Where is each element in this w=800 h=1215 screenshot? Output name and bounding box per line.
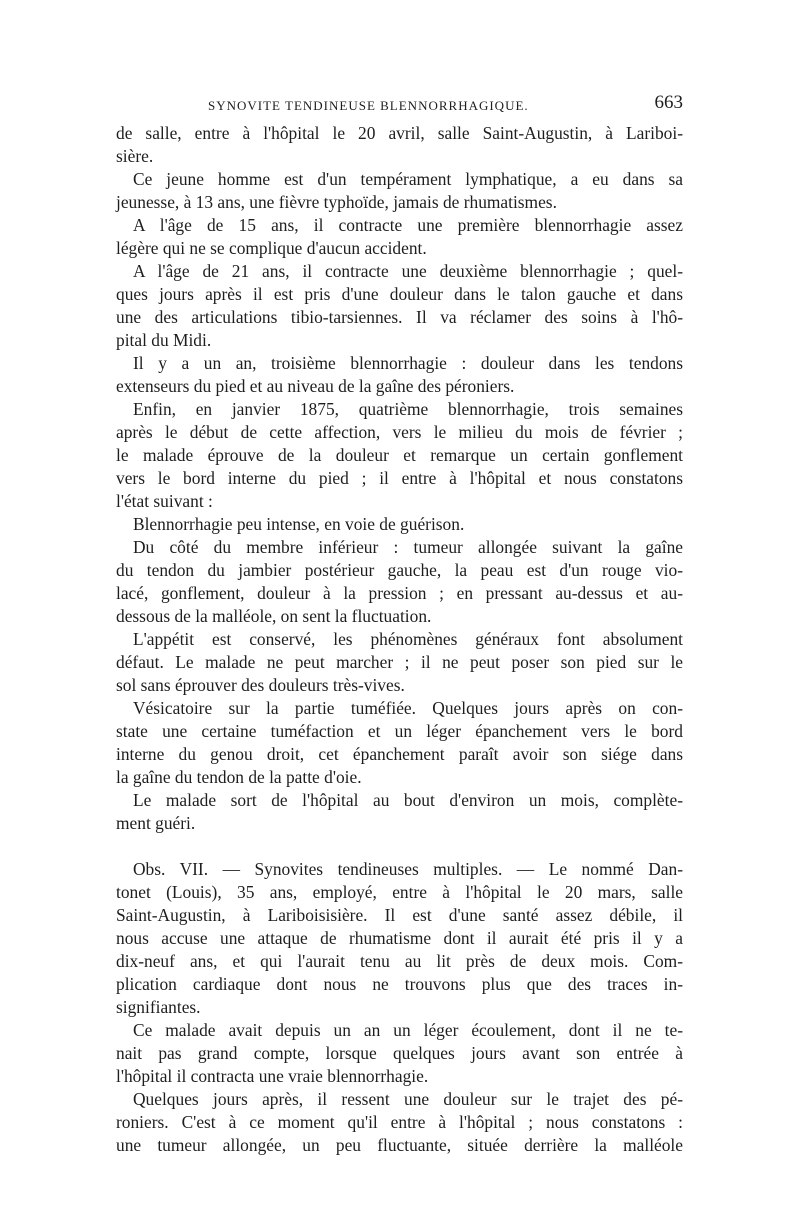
text-line: l'état suivant : [116,491,213,511]
text-line: ment guéri. [116,813,196,833]
text-line: Le malade sort de l'hôpital au bout d'environ un mois, complète- [133,790,683,810]
text-line: sol sans éprouver des douleurs très-vives. [116,675,405,695]
page-number: 663 [654,92,683,113]
text-line: après le début de cette affection, vers le milieu du mois de février ; [116,422,683,442]
text-line: interne du genou droit, cet épanchement paraît avoir son siége dans [116,744,683,764]
text-line: pital du Midi. [116,330,212,350]
text-line: Ce jeune homme est d'un tempérament lymphatique, a eu dans sa [133,169,683,189]
blank-line [116,835,683,858]
text-line: une tumeur allongée, un peu fluctuante, située derrière la malléole [116,1135,683,1155]
text-line: l'hôpital il contracta une vraie blennorrhagie. [116,1066,429,1086]
text-line: ques jours après il est pris d'une douleur dans le talon gauche et dans [116,284,683,304]
text-line: roniers. C'est à ce moment qu'il entre à l'hôpital ; nous constatons : [116,1112,683,1132]
text-line: state une certaine tuméfaction et un léger épanchement vers le bord [116,721,683,741]
text-line: Ce malade avait depuis un an un léger écoulement, dont il ne te- [133,1020,683,1040]
text-line: Saint-Augustin, à Lariboisisière. Il est d'une santé assez débile, il [116,905,683,925]
document-page [116,92,683,1157]
text-line: dessous de la malléole, on sent la fluctuation. [116,606,432,626]
text-line: Obs. VII. — Synovites tendineuses multiples. — Le nommé Dan- [133,859,683,879]
text-line: Du côté du membre inférieur : tumeur allongée suivant la gaîne [133,537,683,557]
text-line: de salle, entre à l'hôpital le 20 avril, salle Saint-Augustin, à Lariboi- [116,123,683,143]
text-line: A l'âge de 21 ans, il contracte une deuxième blennorrhagie ; quel- [133,261,683,281]
text-line: plication cardiaque dont nous ne trouvons plus que des traces in- [116,974,683,994]
text-line: tonet (Louis), 35 ans, employé, entre à l'hôpital le 20 mars, salle [116,882,683,902]
body-text [116,122,683,1157]
text-line: sière. [116,146,154,166]
text-line: signifiantes. [116,997,201,1017]
text-line: A l'âge de 15 ans, il contracte une première blennorrhagie assez [133,215,683,235]
text-line: dix-neuf ans, et qui l'aurait tenu au lit près de deux mois. Com- [116,951,683,971]
text-line: lacé, gonflement, douleur à la pression ; en pressant au-dessus et au- [116,583,683,603]
text-line: Vésicatoire sur la partie tuméfiée. Quelques jours après on con- [133,698,683,718]
text-line: Il y a un an, troisième blennorrhagie : douleur dans les tendons [133,353,683,373]
text-line: du tendon du jambier postérieur gauche, la peau est d'un rouge vio- [116,560,683,580]
running-head: SYNOVITE TENDINEUSE BLENNORRHAGIQUE. [208,98,529,113]
text-line: une des articulations tibio-tarsiennes. Il va réclamer des soins à l'hô- [116,307,683,327]
text-line: jeunesse, à 13 ans, une fièvre typhoïde, jamais de rhumatismes. [116,192,557,212]
text-line: le malade éprouve de la douleur et remarque un certain gonflement [116,445,683,465]
text-line: vers le bord interne du pied ; il entre à l'hôpital et nous constatons [116,468,683,488]
text-line: nait pas grand compte, lorsque quelques jours avant son entrée à [116,1043,683,1063]
text-line: la gaîne du tendon de la patte d'oie. [116,767,362,787]
page-header [116,92,683,122]
text-line: Quelques jours après, il ressent une douleur sur le trajet des pé- [133,1089,683,1109]
text-line: Enfin, en janvier 1875, quatrième blennorrhagie, trois semaines [133,399,683,419]
text-line: L'appétit est conservé, les phénomènes généraux font absolument [133,629,683,649]
text-line: légère qui ne se complique d'aucun accident. [116,238,427,258]
text-line: nous accuse une attaque de rhumatisme dont il aurait été pris il y a [116,928,683,948]
text-line: extenseurs du pied et au niveau de la gaîne des péroniers. [116,376,515,396]
text-line: défaut. Le malade ne peut marcher ; il ne peut poser son pied sur le [116,652,683,672]
text-line: Blennorrhagie peu intense, en voie de guérison. [133,514,465,534]
